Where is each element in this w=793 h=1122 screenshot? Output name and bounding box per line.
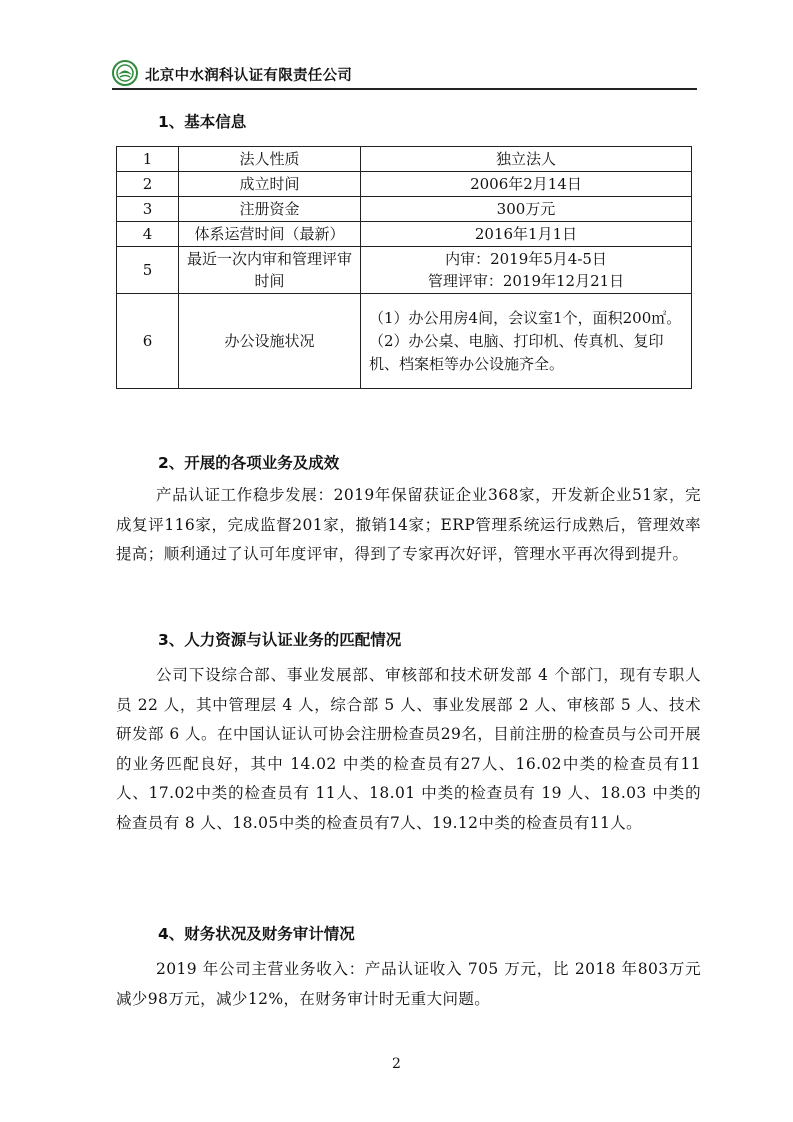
row-value: 2006年2月14日 (361, 172, 692, 197)
row-number: 4 (117, 222, 179, 247)
row-number: 1 (117, 147, 179, 172)
company-logo-icon (112, 60, 138, 86)
section-body-business: 产品认证工作稳步发展：2019年保留获证企业368家，开发新企业51家，完成复评116家，完成监督201家，撤销14家；ERP管理系统运行成熟后，管理效率提高；顺利通过了认可年度评审，得到了专家再次好评，管理水平再次得到提升。 (116, 486, 701, 563)
table-row (117, 172, 692, 197)
row-value: 300万元 (361, 197, 692, 222)
row-number: 2 (117, 172, 179, 197)
section-heading-finance: 4、财务状况及财务审计情况 (158, 925, 355, 943)
row-value: 2016年1月1日 (361, 222, 692, 247)
section-body-finance: 2019 年公司主营业务收入：产品认证收入 705 万元，比 2018 年803万元减少98万元，减少12%，在财务审计时无重大问题。 (116, 960, 701, 1008)
row-number: 6 (117, 294, 179, 389)
page-number: 2 (392, 1056, 401, 1072)
page-header (112, 56, 697, 90)
row-item: 注册资金 (179, 197, 361, 222)
row-item: 法人性质 (179, 147, 361, 172)
row-item: 办公设施状况 (179, 294, 361, 389)
table-row (117, 247, 692, 294)
section-heading-human-resources: 3、人力资源与认证业务的匹配情况 (158, 631, 402, 649)
section-heading-basic-info: 1、基本信息 (158, 113, 247, 131)
basic-info-table (116, 146, 692, 389)
table-row (117, 197, 692, 222)
row-value: 独立法人 (361, 147, 692, 172)
row-value: （1）办公用房4间，会议室1个，面积200㎡。 （2）办公桌、电脑、打印机、传真机、复印机、档案柜等办公设施齐全。 (361, 294, 692, 389)
company-name: 北京中水润科认证有限责任公司 (145, 68, 353, 84)
row-item: 体系运营时间（最新） (179, 222, 361, 247)
table-row (117, 147, 692, 172)
table-row (117, 222, 692, 247)
section-heading-business: 2、开展的各项业务及成效 (158, 454, 340, 472)
row-item: 最近一次内审和管理评审时间 (179, 247, 361, 294)
row-item: 成立时间 (179, 172, 361, 197)
table-row (117, 294, 692, 389)
row-value: 内审：2019年5月4-5日 管理评审：2019年12月21日 (361, 247, 692, 294)
row-number: 3 (117, 197, 179, 222)
section-body-human-resources: 公司下设综合部、事业发展部、审核部和技术研发部 4 个部门，现有专职人员 22 人，其中管理层 4 人，综合部 5 人、事业发展部 2 人、审核部 5 人、技术研发部 6 人。在中国认证认可协会注册检查员29名，目前注册的检查员与公司开展的业务匹配良好，其中 14.02 中类的检查员有27人、16.02中类的检查员有11人、17.02中类的检查员有 11人、18.01 中类的检查员有 19 人、18.03 中类的检查员有 8 人、18.05中类的检查员有7人、19.12中类的检查员有11人。 (116, 666, 701, 832)
row-number: 5 (117, 247, 179, 294)
header-divider (112, 88, 697, 90)
